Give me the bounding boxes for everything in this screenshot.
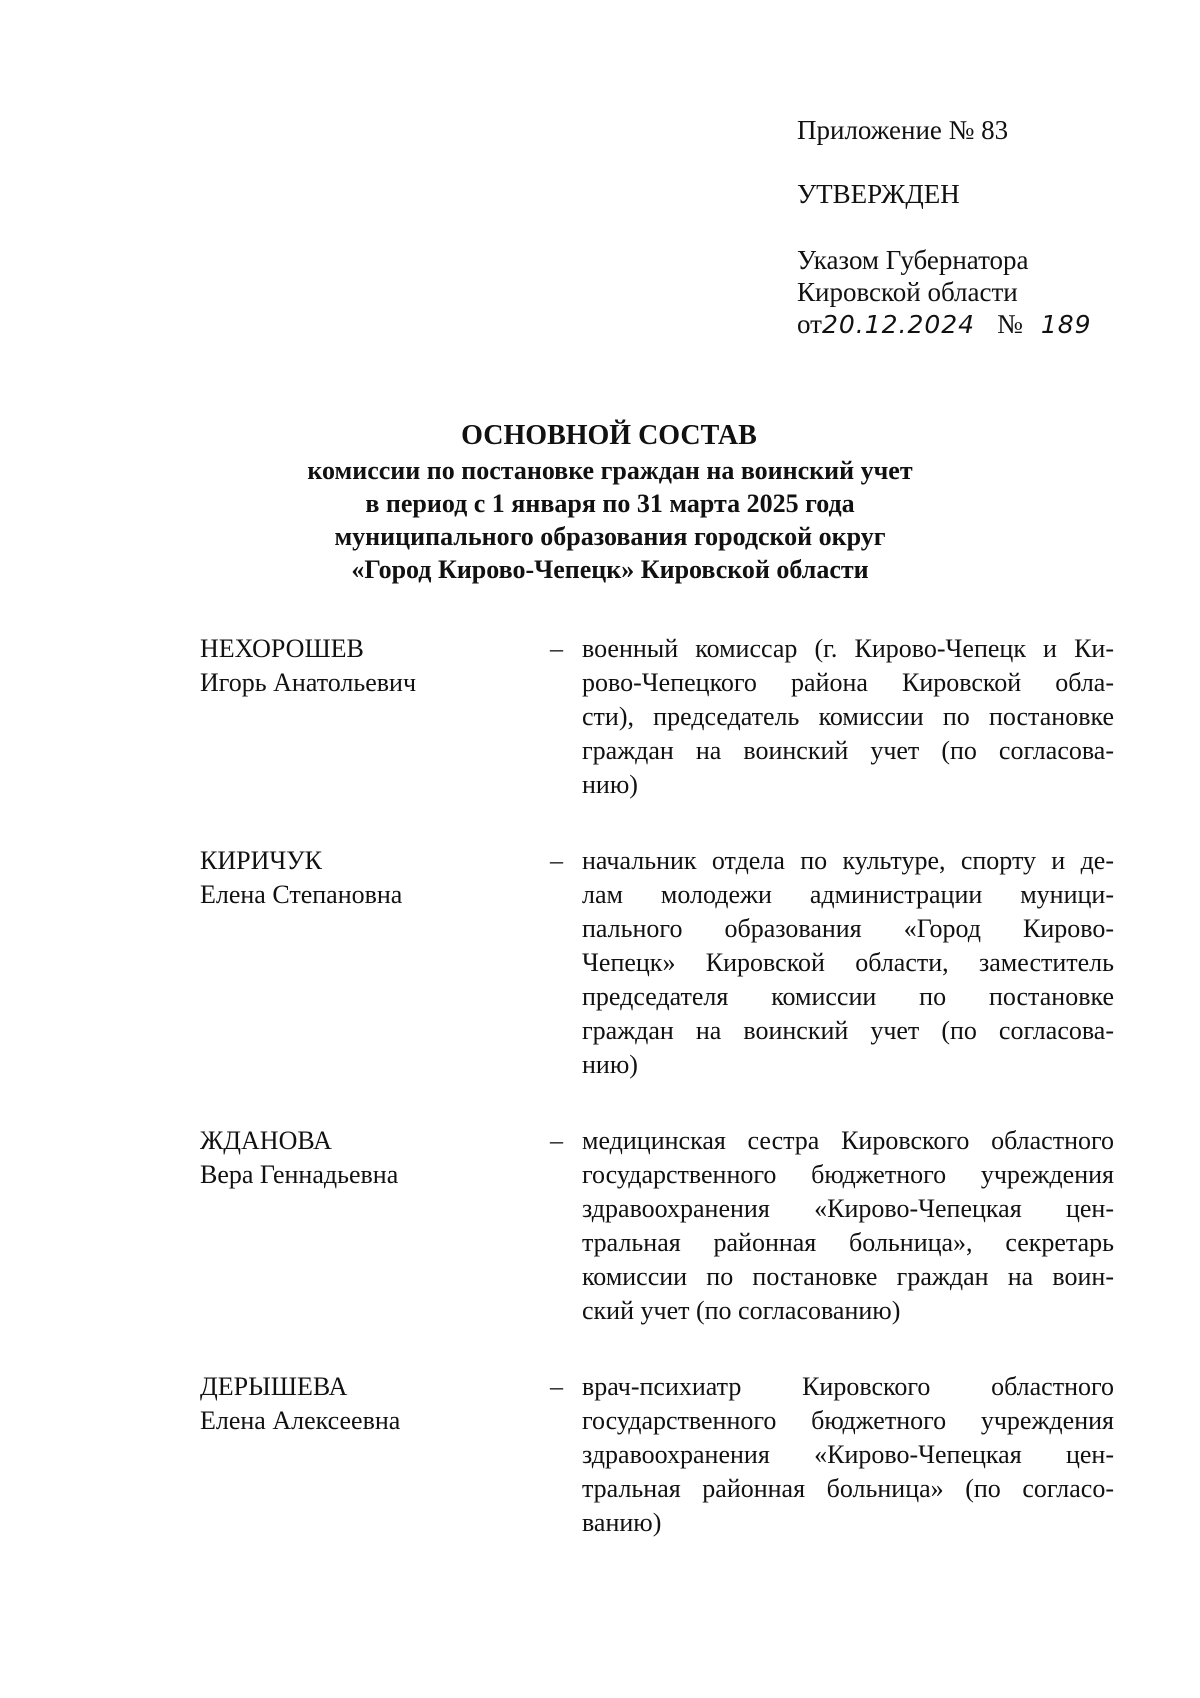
member-given-name: Вера Геннадьевна [200,1160,399,1189]
document-title [0,418,1200,586]
role-line: начальник отдела по культуре, спорту и де- [582,846,1114,875]
role-line: лам молодежи администрации муници- [582,880,1114,909]
member-name [200,1370,550,1438]
decree-line-2: Кировской области [797,277,1018,307]
handwritten-date: 20.12.2024 [821,310,976,339]
member-surname: КИРИЧУК [200,846,323,875]
role-line: здравоохранения «Кирово-Чепецкая цен- [582,1440,1114,1469]
role-line: ванию) [582,1508,662,1537]
decree-line-1: Указом Губернатора [797,245,1029,275]
role-line: нию) [582,770,638,799]
appendix-number: Приложение № 83 [797,115,1009,145]
decree-date-line [797,308,1092,341]
member-item [200,844,1120,1082]
role-line: пального образования «Город Кирово- [582,914,1114,943]
role-line: председателя комиссии по постановке [582,982,1114,1011]
member-dash: – [550,1372,563,1401]
member-item [200,1370,1120,1540]
member-dash: – [550,846,563,875]
role-line: здравоохранения «Кирово-Чепецкая цен- [582,1194,1114,1223]
member-role [582,1370,1114,1540]
member-surname: НЕХОРОШЕВ [200,634,364,663]
role-line: сти), председатель комиссии по постановке [582,702,1114,731]
role-line: нию) [582,1050,638,1079]
member-given-name: Елена Алексеевна [200,1406,401,1435]
role-line: тральная районная больница», секретарь [582,1228,1114,1257]
role-line: тральная районная больница» (по согласо- [582,1474,1114,1503]
members-list [200,632,1120,1582]
role-line: граждан на воинский учет (по согласова- [582,1016,1114,1045]
title-line-4: «Город Кирово-Чепецк» Кировской области [351,555,869,584]
member-dash: – [550,1126,563,1155]
member-surname: ЖДАНОВА [200,1126,332,1155]
role-line: комиссии по постановке граждан на воин- [582,1262,1114,1291]
role-line: ский учет (по согласованию) [582,1296,901,1325]
member-name [200,1124,550,1192]
member-surname: ДЕРЫШЕВА [200,1372,348,1401]
title-line-2: в период с 1 января по 31 марта 2025 года [365,489,855,518]
role-line: Чепецк» Кировской области, заместитель [582,948,1114,977]
role-line: государственного бюджетного учреждения [582,1160,1114,1189]
role-line: врач-психиатр Кировского областного [582,1372,1114,1401]
role-line: рово-Чепецкого района Кировской обла- [582,668,1114,697]
role-line: военный комиссар (г. Кирово-Чепецк и Ки- [582,634,1114,663]
member-given-name: Елена Степановна [200,880,403,909]
approval-stamp-block [797,114,1092,341]
approved-label: УТВЕРЖДЕН [797,179,960,209]
member-name [200,632,550,700]
number-sign: № [997,309,1023,339]
member-name [200,844,550,912]
role-line: медицинская сестра Кировского областного [582,1126,1114,1155]
member-role [582,632,1114,802]
member-given-name: Игорь Анатольевич [200,668,417,697]
role-line: граждан на воинский учет (по согласова- [582,736,1114,765]
date-prefix: от [797,309,822,339]
role-line: государственного бюджетного учреждения [582,1406,1114,1435]
title-line-3: муниципального образования городской округ [334,522,886,551]
title-line-1: комиссии по постановке граждан на воинский учет [307,456,913,485]
member-item [200,1124,1120,1328]
member-dash: – [550,634,563,663]
member-role [582,1124,1114,1328]
member-item [200,632,1120,802]
title-main: ОСНОВНОЙ СОСТАВ [461,420,757,451]
handwritten-number: 189 [1040,310,1092,339]
member-role [582,844,1114,1082]
